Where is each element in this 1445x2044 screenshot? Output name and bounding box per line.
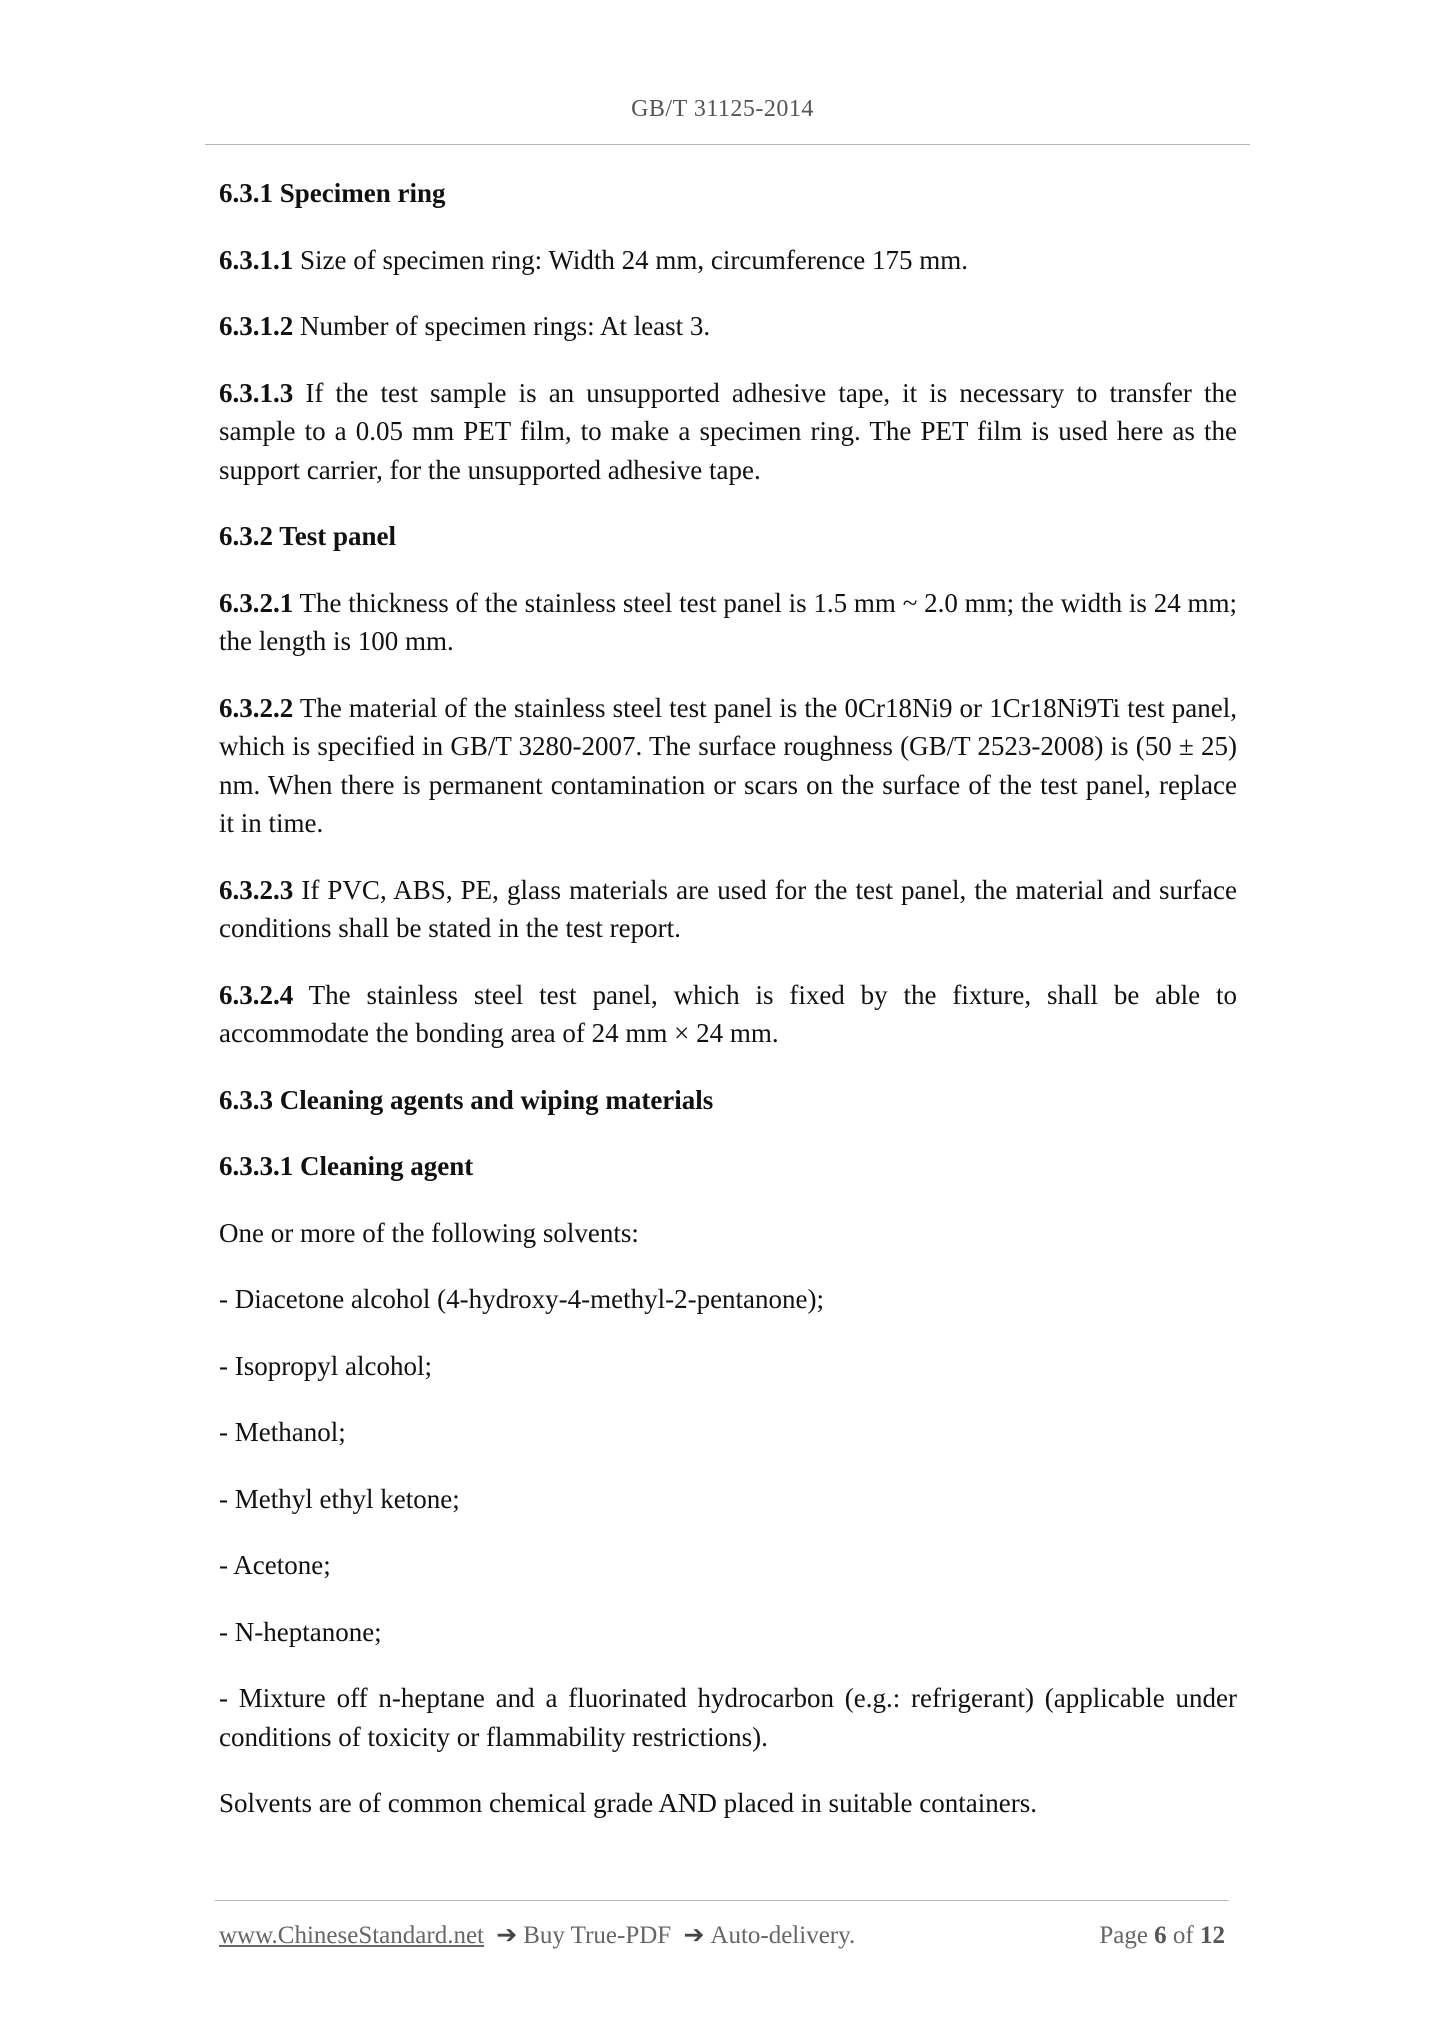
clause-number: 6.3.2.4: [219, 979, 294, 1010]
page-number: [1099, 1922, 1225, 1950]
page-label: Page: [1099, 1922, 1148, 1949]
header-divider: [205, 144, 1250, 145]
footer-divider: [215, 1900, 1229, 1901]
clause-text: Number of specimen rings: At least 3.: [293, 311, 711, 341]
solvent-list-item: - Acetone;: [219, 1550, 331, 1580]
clause-number: 6.3.2.3: [219, 874, 294, 905]
clause-6-3-2-1: [219, 584, 1237, 661]
section-heading-6-3-2: 6.3.2 Test panel: [219, 521, 397, 551]
clause-6-3-1-1: [219, 241, 1237, 280]
page-footer: [219, 1920, 1225, 1950]
clause-6-3-1-2: [219, 307, 1237, 346]
clause-6-3-2-4: [219, 976, 1237, 1053]
clause-number: 6.3.1.1: [219, 244, 294, 275]
clause-text: Size of specimen ring: Width 24 mm, circumference 175 mm.: [293, 244, 968, 275]
solvents-intro: One or more of the following solvents:: [219, 1217, 639, 1248]
section-heading-6-3-3-1: 6.3.3.1 Cleaning agent: [219, 1151, 474, 1181]
clause-6-3-2-3: [219, 871, 1237, 948]
buy-true-pdf-text: Buy True-PDF: [523, 1922, 672, 1949]
document-body: [219, 174, 1237, 1851]
clause-text: If PVC, ABS, PE, glass materials are used for the test panel, the material and surface conditions shall be stated in the test report.: [219, 874, 1237, 943]
clause-number: 6.3.1.2: [219, 311, 294, 341]
clause-text: The stainless steel test panel, which is fixed by the fixture, shall be able to accommodate the bonding area of 24 mm × 24 mm.: [219, 979, 1237, 1048]
clause-text: The material of the stainless steel test panel is the 0Cr18Ni9 or 1Cr18Ni9Ti test panel, which is specified in GB/T 3280-2007. The surface roughness (GB/T 2523-2008) is (50 ± 25) nm. When there is permanent contamination or scars on the surface of the test panel, replace it in time.: [219, 692, 1237, 838]
page-total: 12: [1200, 1922, 1225, 1949]
solvent-list-item: - Methyl ethyl ketone;: [219, 1483, 460, 1514]
solvent-list-item: - Diacetone alcohol (4-hydroxy-4-methyl-2-pentanone);: [219, 1284, 825, 1314]
page-current: 6: [1154, 1922, 1167, 1949]
clause-6-3-1-3: [219, 374, 1237, 490]
clause-text: The thickness of the stainless steel test panel is 1.5 mm ~ 2.0 mm; the width is 24 mm; the length is 100 mm.: [219, 587, 1237, 656]
solvent-list-item: - Methanol;: [219, 1417, 346, 1447]
page-of: of: [1172, 1922, 1194, 1949]
solvent-list-item: - Mixture off n-heptane and a fluorinated hydrocarbon (e.g.: refrigerant) (applicable under conditions of toxicity or flammability restrictions).: [219, 1683, 1237, 1752]
clause-number: 6.3.2.1: [219, 587, 294, 618]
section-heading-6-3-3: 6.3.3 Cleaning agents and wiping materials: [219, 1084, 714, 1115]
arrow-right-icon: ➔: [496, 1922, 518, 1949]
solvent-list-item: - Isopropyl alcohol;: [219, 1350, 432, 1381]
footer-links: [219, 1920, 855, 1950]
arrow-right-icon: ➔: [683, 1922, 705, 1949]
auto-delivery-text: Auto-delivery.: [710, 1922, 856, 1949]
solvents-closing: Solvents are of common chemical grade AND placed in suitable containers.: [219, 1788, 1037, 1818]
solvent-list-item: - N-heptanone;: [219, 1616, 382, 1647]
site-link[interactable]: www.ChineseStandard.net: [219, 1922, 484, 1949]
document-header-title: GB/T 31125-2014: [631, 96, 814, 122]
clause-number: 6.3.1.3: [219, 377, 294, 408]
clause-text: If the test sample is an unsupported adhesive tape, it is necessary to transfer the sample to a 0.05 mm PET film, to make a specimen ring. The PET film is used here as the support carrier, for the unsupported adhesive tape.: [219, 377, 1237, 485]
clause-number: 6.3.2.2: [219, 692, 294, 723]
clause-6-3-2-2: [219, 689, 1237, 843]
section-heading-6-3-1: 6.3.1 Specimen ring: [219, 178, 446, 208]
